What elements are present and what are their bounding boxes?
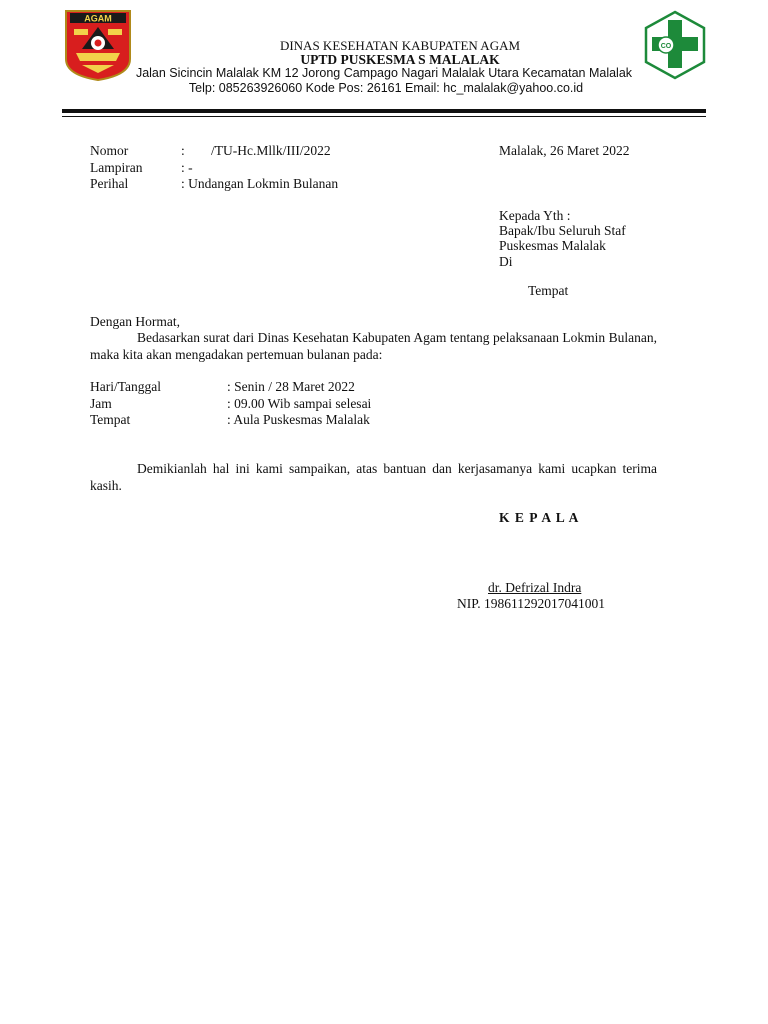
nomor-label: Nomor	[90, 143, 129, 158]
detail-label: Jam	[90, 396, 112, 411]
letterhead-divider-thick	[62, 109, 706, 113]
detail-label: Hari/Tanggal	[90, 379, 162, 394]
signature-nip: NIP. 198611292017041001	[457, 596, 606, 611]
recipient-line-2: Bapak/Ibu Seluruh Staf	[499, 223, 626, 238]
logo-lettering: CO	[660, 43, 672, 50]
lampiran-value: : -	[181, 160, 193, 175]
letter-date: Malalak, 26 Maret 2022	[499, 143, 630, 158]
detail-value: : 09.00 Wib sampai selesai	[227, 396, 372, 411]
detail-value: : Aula Puskesmas Malalak	[227, 412, 370, 427]
detail-value: : Senin / 28 Maret 2022	[227, 379, 355, 394]
letterhead-address: Jalan Sicincin Malalak KM 12 Jorong Campago Nagari Malalak Utara Kecamatan Malalak	[135, 66, 633, 80]
greeting: Dengan Hormat,	[90, 314, 180, 329]
logo-lettering: AGAM	[84, 13, 112, 24]
letterhead-agency: DINAS KESEHATAN KABUPATEN AGAM	[279, 38, 521, 53]
closing-paragraph	[90, 461, 657, 494]
perihal-label: Perihal	[90, 176, 129, 191]
nomor-value: /TU-Hc.Mllk/III/2022	[211, 143, 331, 158]
nomor-colon: :	[181, 143, 185, 158]
recipient-line-5: Tempat	[528, 283, 569, 298]
letterhead-divider-thin	[62, 116, 706, 117]
body-paragraph-text: Bedasarkan surat dari Dinas Kesehatan Kabupaten Agam tentang pelaksanaan Lokmin Bulanan, maka kita akan mengadakan pertemuan bulanan pada:	[90, 330, 657, 362]
perihal-value: : Undangan Lokmin Bulanan	[181, 176, 339, 191]
lampiran-label: Lampiran	[90, 160, 143, 175]
signature-title: K E P A L A	[499, 510, 580, 525]
letterhead-unit: UPTD PUSKESMA S MALALAK	[300, 52, 500, 67]
recipient-line-3: Puskesmas Malalak	[499, 238, 606, 253]
body-paragraph	[90, 330, 657, 363]
letterhead-contact: Telp: 085263926060 Kode Pos: 26161 Email: hc_malalak@yahoo.co.id	[188, 81, 584, 95]
recipient-line-1: Kepada Yth :	[499, 208, 571, 223]
detail-label: Tempat	[90, 412, 131, 427]
recipient-line-4: Di	[499, 254, 513, 269]
signature-name: dr. Defrizal Indra	[488, 580, 582, 595]
closing-paragraph-text: Demikianlah hal ini kami sampaikan, atas bantuan dan kerjasamanya kami ucapkan terima kasih.	[90, 461, 657, 493]
